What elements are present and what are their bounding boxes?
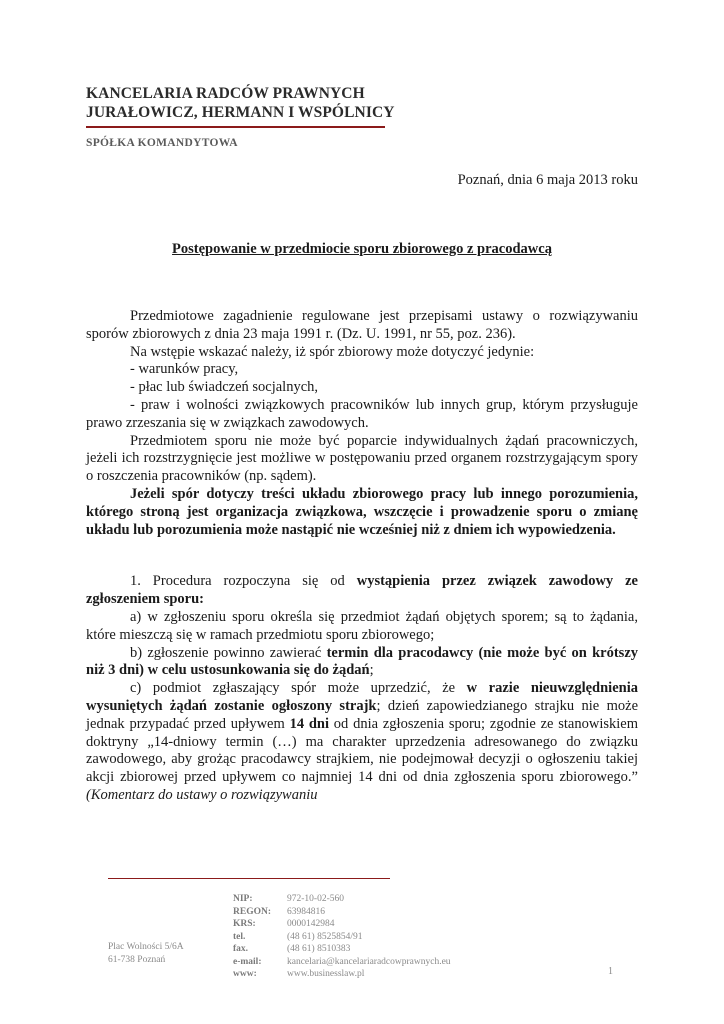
paragraph-procedure-start [86,573,638,609]
tel-label: tel. [233,931,246,942]
paragraph-point-c [86,680,638,805]
krs-label: KRS: [233,919,256,929]
nip-label: NIP: [233,894,253,904]
paragraph-scope: Na wstępie wskazać należy, iż spór zbiorowy może dotyczyć jedynie: [130,343,535,360]
document-date: Poznań, dnia 6 maja 2013 roku [457,172,638,188]
paragraph-intro: Przedmiotowe zagadnienie regulowane jest przepisami ustawy o rozwiązywaniu sporów zbiorowych z dnia 23 maja 1991 r. (Dz. U. 1991, nr 55, poz. 236). [86,308,638,342]
bold-text: 14 dni [289,715,330,732]
address-city: 61-738 Poznań [108,954,166,965]
paragraph-collective-agreement [86,486,638,539]
nip-value: 972-10-02-560 [287,894,344,904]
email-label: e-mail: [233,956,262,967]
firm-legal-form: SPÓŁKA KOMANDYTOWA [86,137,238,149]
bold-text: wystąpienia przez związek zawodowy ze zgłoszeniem sporu: [86,573,638,608]
footer-values [287,893,451,981]
firm-name-line-1: KANCELARIA RADCÓW PRAWNYCH [86,85,365,102]
krs-value: 0000142984 [287,919,335,929]
letterhead-divider [86,126,385,128]
bold-text: termin dla pracodawcy (nie może być on krótszy niż 3 dni) w celu ustosunkowania się do żądań [86,644,639,679]
list-item-working-conditions: - warunków pracy, [130,361,239,378]
footer-divider [108,878,390,879]
text-run: b) zgłoszenie powinno zawierać [130,644,327,661]
bold-text: Jeżeli spór dotyczy treści układu zbiorowego pracy lub innego porozumienia, którego stroną jest organizacja związkowa, wszczęcie i prowadzenie sporu o zmianę układu lub porozumienia może nastąpić nie wcześniej niż z dniem ich wypowiedzenia. [86,485,638,538]
bold-text: w razie nieuwzględnienia wysuniętych żądań zostanie ogłoszony strajk [86,680,638,714]
footer-labels [233,893,271,981]
address-street: Plac Wolności 5/6A [108,942,184,952]
italic-citation: (Komentarz do ustawy o rozwiązywaniu [86,786,318,803]
firm-name-line-2: JURAŁOWICZ, HERMANN I WSPÓLNICY [86,104,395,121]
paragraph-point-a: a) w zgłoszeniu sporu określa się przedmiot żądań objętych sporem; są to żądania, które mieszczą się w ramach przedmiotu sporu zbiorowego; [86,608,638,643]
text-run: ; [369,662,374,679]
text-run: c) podmiot zgłaszający spór może uprzedzić, że [130,680,467,697]
list-item-union-rights: - praw i wolności związkowych pracowników lub innych grup, którym przysługuje prawo zrzeszania się w związkach zawodowych. [86,396,638,431]
list-item-wages: - płac lub świadczeń socjalnych, [130,379,319,396]
website-link[interactable]: www.businesslaw.pl [287,969,365,979]
document-body [86,308,638,805]
regon-label: REGON: [233,906,271,917]
fax-label: fax. [233,944,249,954]
paragraph-exclusions: Przedmiotem sporu nie może być poparcie indywidualnych żądań pracowniczych, jeżeli ich rozstrzygnięcie jest możliwe w postępowaniu przed organem rozstrzygającym spory o roszczenia pracowników (np. sądem). [86,432,638,485]
footer-address [108,941,184,966]
section-spacer [86,539,638,573]
fax-value: (48 61) 8510383 [287,944,351,954]
page-number: 1 [608,966,613,977]
tel-value: (48 61) 8525854/91 [287,931,363,942]
text-run: od dnia zgłoszenia sporu; zgodnie ze stanowiskiem doktryny „14-dniowy termin (…) ma charakter uprzedzenia adresowanego do związku zawodowego, aby grożąc pracodawcy strajkiem, nie podejmował decyzji o ogłoszeniu takiej akcji zbiorowej przed upływem co najmniej 14 dni od dnia zgłoszenia sporu zbiorowego.” [86,715,638,786]
text-run: 1. Procedura rozpoczyna się od [130,573,357,590]
letterhead [86,84,406,122]
document-title: Postępowanie w przedmiocie sporu zbiorowego z pracodawcą [172,241,552,257]
regon-value: 63984816 [287,906,325,917]
email-link[interactable]: kancelaria@kancelariaradcowprawnych.eu [287,956,451,967]
text-run: ; dzień zapowiedzianego strajku nie może jednak przypadać przed upływem [86,697,638,732]
www-label: www: [233,969,257,979]
paragraph-point-b [86,645,638,681]
